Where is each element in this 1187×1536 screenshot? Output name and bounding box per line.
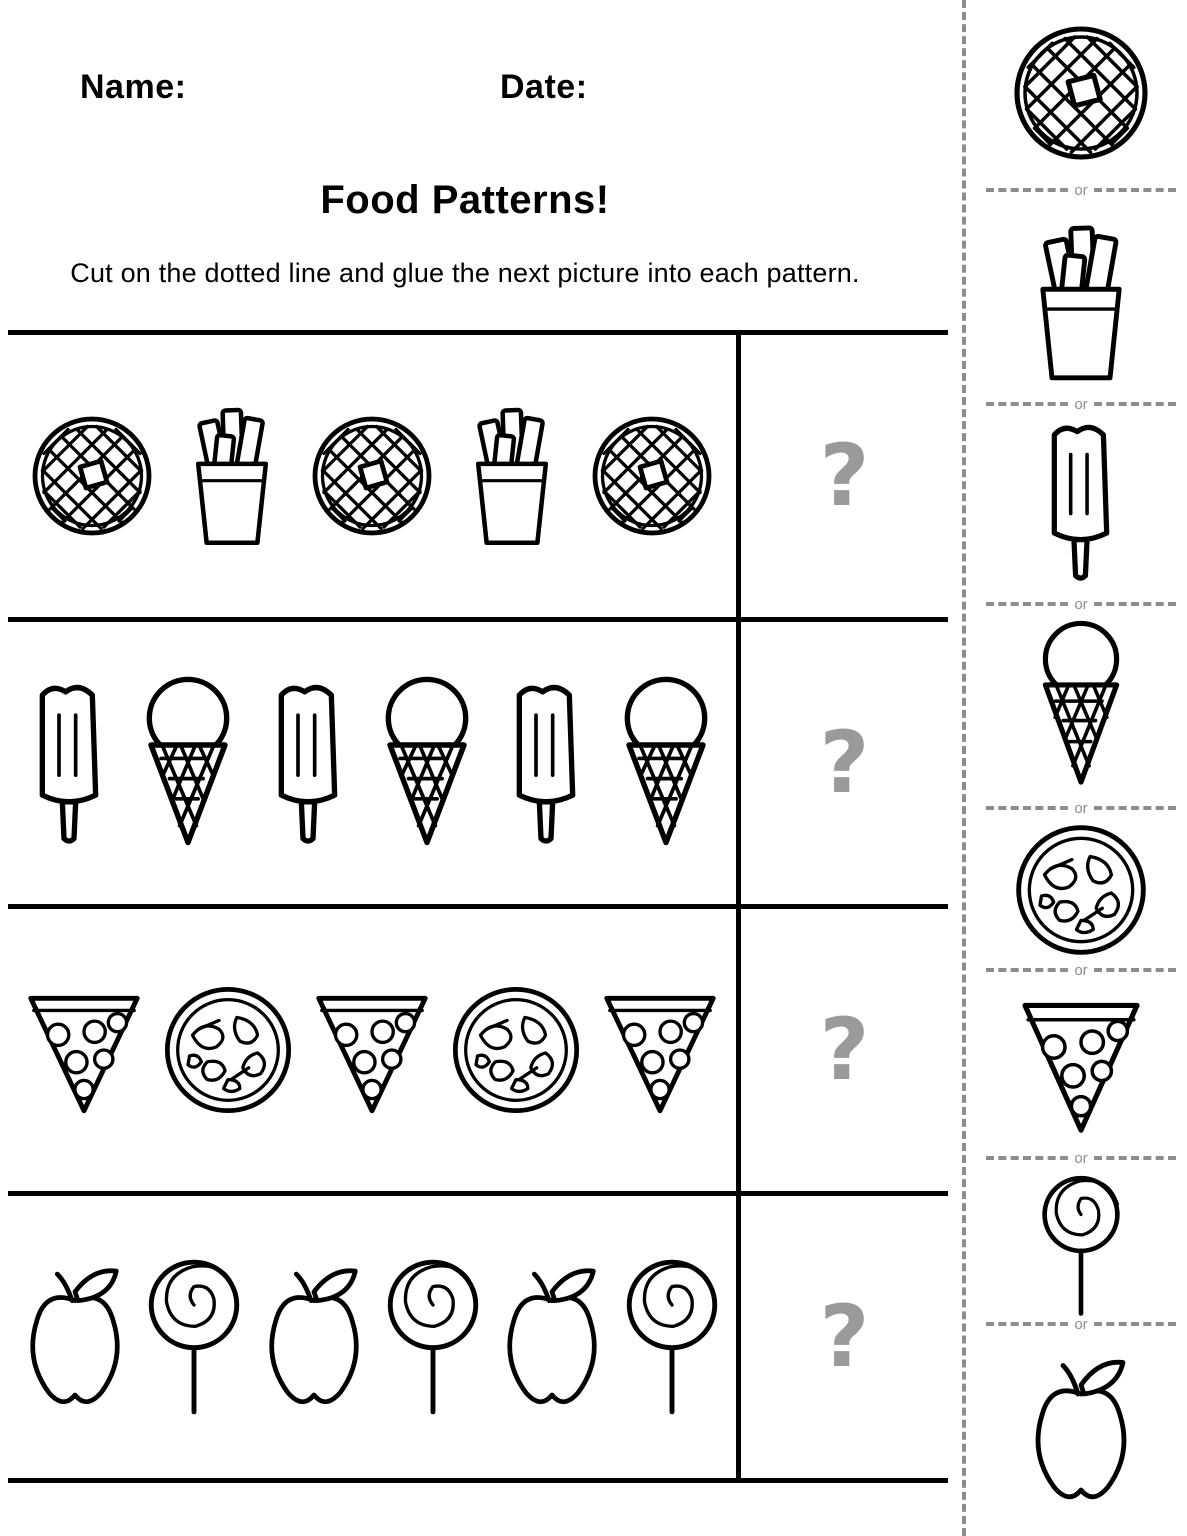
dash-right xyxy=(1094,1156,1176,1160)
waffle-icon xyxy=(577,401,727,551)
cut-out-ice-cream-cone[interactable] xyxy=(978,618,1183,793)
table-row xyxy=(8,622,948,909)
cut-separator xyxy=(986,1316,1176,1332)
waffle-icon xyxy=(1001,13,1161,173)
table-row xyxy=(8,335,948,622)
lollipop-icon xyxy=(138,1253,250,1421)
dash-right xyxy=(1094,1322,1176,1326)
fries-icon xyxy=(452,399,572,554)
apple-icon xyxy=(16,1255,134,1420)
pizza-pie-icon xyxy=(154,976,302,1124)
dash-left xyxy=(986,968,1068,972)
apple-icon xyxy=(493,1255,611,1420)
popsicle-icon xyxy=(1028,412,1133,592)
waffle-icon xyxy=(17,401,167,551)
page-title: Food Patterns! xyxy=(320,178,610,222)
worksheet-header xyxy=(0,0,960,320)
question-mark-icon: ? xyxy=(819,1287,870,1387)
dash-left xyxy=(986,1156,1068,1160)
pizza-slice-icon xyxy=(590,974,730,1126)
cut-separator xyxy=(986,182,1176,198)
dash-left xyxy=(986,602,1068,606)
lollipop-icon xyxy=(616,1253,728,1421)
pizza-pie-icon xyxy=(442,976,590,1124)
worksheet-grid xyxy=(8,330,948,1483)
dash-left xyxy=(986,1322,1068,1326)
separator-label: or xyxy=(1074,1315,1088,1333)
separator-label: or xyxy=(1074,961,1088,979)
dash-right xyxy=(1094,188,1176,192)
separator-label: or xyxy=(1074,395,1088,413)
popsicle-icon xyxy=(496,671,596,856)
cut-out-lollipop[interactable] xyxy=(978,1168,1183,1328)
separator-label: or xyxy=(1074,181,1088,199)
cut-out-strip xyxy=(978,0,1183,1536)
name-label: Name: xyxy=(80,68,187,106)
cut-separator xyxy=(986,596,1176,612)
cut-out-pizza-pie[interactable] xyxy=(978,810,1183,970)
answer-slot-row-2[interactable] xyxy=(736,622,948,904)
dash-left xyxy=(986,188,1068,192)
table-row xyxy=(8,909,948,1196)
cut-separator xyxy=(986,962,1176,978)
cut-separator xyxy=(986,1150,1176,1166)
ice-cream-cone-icon xyxy=(129,671,247,856)
table-row xyxy=(8,1196,948,1483)
ice-cream-cone-icon xyxy=(368,671,486,856)
lollipop-icon xyxy=(377,1253,489,1421)
pattern-sequence-row-2 xyxy=(8,622,736,904)
cut-out-fries[interactable] xyxy=(978,218,1183,388)
cut-out-pizza-slice[interactable] xyxy=(978,980,1183,1145)
apple-icon xyxy=(1021,1341,1141,1516)
instructions-text: Cut on the dotted line and glue the next picture into each pattern. xyxy=(70,258,860,288)
popsicle-icon xyxy=(258,671,358,856)
ice-cream-cone-icon xyxy=(1022,617,1140,795)
date-label: Date: xyxy=(500,68,588,106)
separator-label: or xyxy=(1074,595,1088,613)
pizza-slice-icon xyxy=(1008,983,1154,1143)
pizza-pie-icon xyxy=(1005,814,1157,966)
answer-slot-row-4[interactable] xyxy=(736,1196,948,1478)
apple-icon xyxy=(255,1255,373,1420)
question-mark-icon: ? xyxy=(819,713,870,813)
cut-separator xyxy=(986,396,1176,412)
answer-slot-row-3[interactable] xyxy=(736,909,948,1191)
pattern-sequence-row-1 xyxy=(8,335,736,617)
answer-slot-row-1[interactable] xyxy=(736,335,948,617)
pattern-sequence-row-4 xyxy=(8,1196,736,1478)
waffle-icon xyxy=(297,401,447,551)
separator-label: or xyxy=(1074,1149,1088,1167)
cut-out-popsicle[interactable] xyxy=(978,412,1183,592)
cut-out-apple[interactable] xyxy=(978,1338,1183,1518)
ice-cream-cone-icon xyxy=(607,671,725,856)
dash-right xyxy=(1094,968,1176,972)
lollipop-icon xyxy=(1027,1168,1135,1328)
pizza-slice-icon xyxy=(14,974,154,1126)
popsicle-icon xyxy=(19,671,119,856)
question-mark-icon: ? xyxy=(819,426,870,526)
dash-right xyxy=(1094,402,1176,406)
pattern-sequence-row-3 xyxy=(8,909,736,1191)
fries-icon xyxy=(1017,219,1145,387)
question-mark-icon: ? xyxy=(819,1000,870,1100)
fries-icon xyxy=(172,399,292,554)
separator-label: or xyxy=(1074,799,1088,817)
dotted-cut-line xyxy=(962,0,966,1536)
cut-out-waffle[interactable] xyxy=(978,10,1183,175)
dash-right xyxy=(1094,602,1176,606)
dash-left xyxy=(986,402,1068,406)
pizza-slice-icon xyxy=(302,974,442,1126)
